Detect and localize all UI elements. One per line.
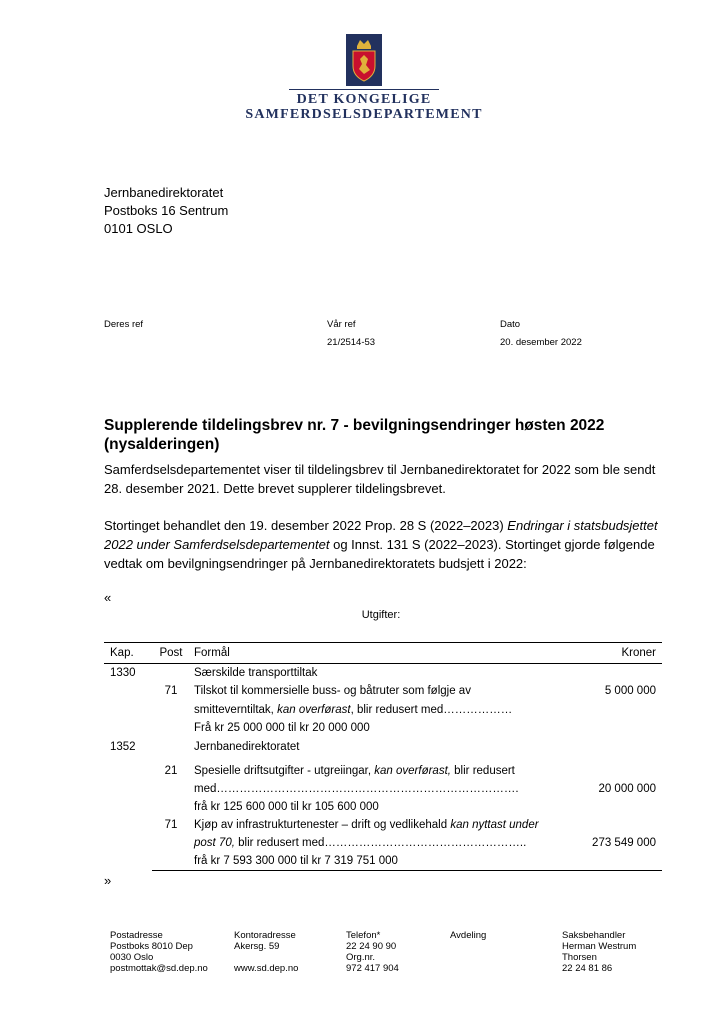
formal-line: frå kr 7 593 300 000 til kr 7 319 751 000 bbox=[194, 854, 398, 867]
formal-cell bbox=[190, 816, 568, 871]
kap-cell: 1330 bbox=[110, 667, 136, 679]
dato-value: 20. desember 2022 bbox=[500, 337, 582, 348]
letter-title: Supplerende tildelingsbrev nr. 7 - bevilgningsendringer høsten 2022 (nysalderingen) bbox=[104, 417, 605, 453]
recipient-name: Jernbanedirektoratet bbox=[104, 185, 224, 200]
coat-of-arms-icon bbox=[346, 34, 382, 86]
logo-text-line2: SAMFERDSELSDEPARTEMENT bbox=[245, 107, 483, 122]
kap-cell: 1352 bbox=[110, 740, 136, 753]
header-post: Post bbox=[152, 643, 190, 664]
header-kroner: Kroner bbox=[568, 643, 662, 664]
kroner-cell: 273 549 000 bbox=[568, 816, 662, 871]
footer-office-address: Kontoradresse Akersg. 59 www.sd.dep.no bbox=[234, 930, 299, 974]
kroner-cell: 5 000 000 bbox=[604, 685, 656, 697]
deres-ref-label: Deres ref bbox=[104, 319, 144, 330]
logo-text-line1: DET KONGELIGE bbox=[296, 92, 432, 107]
footer-postal-address: Postadresse Postboks 8010 Dep 0030 Oslo postmottak@sd.dep.no bbox=[110, 930, 208, 974]
formal-line: Frå kr 25 000 000 til kr 20 000 000 bbox=[194, 722, 370, 734]
formal-cell: Jernbanedirektoratet bbox=[194, 740, 300, 753]
formal-line: Kjøp av infrastrukturtenester – drift og vedlikehald kan nyttast under bbox=[194, 818, 539, 831]
var-ref-label: Vår ref bbox=[327, 319, 356, 330]
footer-department: Avdeling bbox=[450, 930, 487, 941]
paragraph-decision-italic: Endringar i statsbudsjettet 2022 under Samferdselsdepartementet bbox=[104, 518, 658, 552]
header-kap: Kap. bbox=[104, 643, 152, 664]
close-quote: » bbox=[104, 873, 112, 888]
table-row bbox=[104, 816, 662, 871]
footer-phone: Telefon* 22 24 90 90 Org.nr. 972 417 904 bbox=[346, 930, 399, 974]
table-row bbox=[104, 762, 662, 816]
formal-line: med……………………………………………………………………. bbox=[194, 782, 519, 795]
post-cell: 21 bbox=[164, 764, 178, 777]
ministry-logo bbox=[244, 34, 484, 123]
post-cell: 71 bbox=[164, 685, 178, 697]
var-ref-value: 21/2514-53 bbox=[327, 337, 376, 348]
footer-case-officer: Saksbehandler Herman Westrum Thorsen 22 24 81 86 bbox=[562, 930, 637, 974]
table-header-row bbox=[104, 643, 662, 664]
paragraph-decision-part2: og Innst. 131 S (2022–2023). Stortinget gjorde følgende vedtak om bevilgningsendringer på Jernbanedirektoratets budsjett i 2022: bbox=[104, 537, 655, 571]
table-row bbox=[104, 738, 662, 762]
formal-cell bbox=[190, 762, 568, 816]
table-row bbox=[104, 682, 662, 738]
post-cell: 71 bbox=[152, 816, 190, 871]
kroner-cell: 20 000 000 bbox=[598, 782, 656, 795]
header-formal: Formål bbox=[190, 643, 568, 664]
table-row bbox=[104, 664, 662, 683]
paragraph-decision bbox=[104, 516, 664, 573]
formal-line: smitteverntiltak, kan overførast, blir redusert med……………… bbox=[194, 703, 513, 716]
formal-cell: Særskilde transporttiltak bbox=[194, 667, 318, 679]
utgifter-heading: Utgifter: bbox=[361, 609, 401, 621]
paragraph-decision-part1: Stortinget behandlet den 19. desember 2022 Prop. 28 S (2022–2023) bbox=[104, 518, 508, 533]
formal-line: Tilskot til kommersielle buss- og båtruter som følgje av bbox=[194, 685, 471, 697]
paragraph-intro: Samferdselsdepartementet viser til tildelingsbrev til Jernbanedirektoratet for 2022 som ble sendt 28. desember 2021. Dette brevet supplerer tildelingsbrevet. bbox=[104, 462, 656, 496]
formal-line: frå kr 125 600 000 til kr 105 600 000 bbox=[194, 800, 379, 813]
recipient-address-line2: 0101 OSLO bbox=[104, 221, 173, 236]
formal-line: post 70, blir redusert med…………………………………………….. bbox=[194, 836, 527, 849]
formal-line: Spesielle driftsutgifter - utgreiingar, kan overførast, blir redusert bbox=[194, 764, 515, 777]
formal-cell bbox=[190, 682, 568, 738]
open-quote: « bbox=[104, 590, 112, 605]
recipient-address-line1: Postboks 16 Sentrum bbox=[104, 203, 229, 218]
budget-table bbox=[104, 642, 662, 871]
recipient-address bbox=[104, 184, 228, 238]
dato-label: Dato bbox=[500, 319, 521, 330]
